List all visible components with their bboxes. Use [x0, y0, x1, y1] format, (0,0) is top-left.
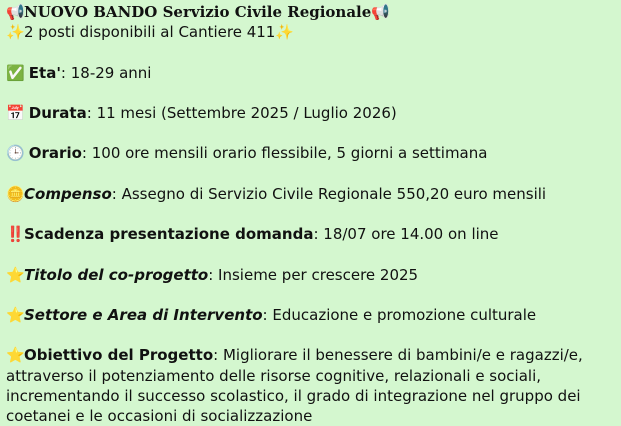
titolo-label: Titolo del co-progetto [24, 265, 209, 284]
durata-line [6, 103, 621, 123]
eta-line [6, 63, 621, 83]
double-exclamation-icon: ‼️ [6, 225, 25, 244]
compenso-value: Assegno di Servizio Civile Regionale 550,20 euro mensili [121, 184, 547, 203]
calendar-icon: 📅 [6, 103, 25, 122]
durata-value: 11 mesi (Settembre 2025 / Luglio 2026) [96, 103, 397, 122]
scadenza-separator: : [313, 225, 324, 244]
sparkles-icon: ✨ [6, 23, 25, 42]
spacer [6, 83, 621, 103]
settore-label: Settore e Area di Intervento [24, 305, 263, 324]
coin-icon: 🪙 [6, 184, 25, 203]
spacer [6, 204, 621, 224]
clock-icon: 🕒 [6, 144, 25, 163]
spacer [6, 285, 621, 305]
star-icon: ⭐ [6, 265, 25, 284]
orario-label: Orario [28, 144, 82, 163]
spacer [6, 244, 621, 264]
megaphone-icon: 📢 [371, 3, 390, 21]
subtitle-line [6, 22, 621, 42]
eta-label: Eta' [28, 63, 61, 82]
compenso-separator: : [111, 184, 122, 203]
star-icon: ⭐ [6, 305, 25, 324]
spacer [6, 123, 621, 143]
eta-separator: : [60, 63, 71, 82]
obiettivo-label: Obiettivo del Progetto [24, 346, 214, 365]
titolo-value: Insieme per crescere 2025 [218, 265, 419, 284]
scadenza-line [6, 224, 621, 244]
compenso-label: Compenso [24, 184, 112, 203]
durata-label: Durata [28, 103, 87, 122]
titolo-separator: : [208, 265, 219, 284]
obiettivo-separator: : [213, 346, 223, 365]
orario-line [6, 143, 621, 163]
spacer [6, 164, 621, 184]
orario-separator: : [81, 144, 92, 163]
title-text: NUOVO BANDO Servizio Civile Regionale [24, 3, 372, 21]
orario-value: 100 ore mensili orario flessibile, 5 giorni a settimana [91, 144, 488, 163]
check-mark-icon: ✅ [6, 63, 25, 82]
compenso-line [6, 184, 621, 204]
settore-value: Educazione e promozione culturale [272, 305, 537, 324]
spacer [6, 42, 621, 62]
spacer [6, 325, 621, 345]
durata-separator: : [86, 103, 97, 122]
title-line [6, 2, 621, 22]
star-icon: ⭐ [6, 346, 25, 365]
scadenza-label: Scadenza presentazione domanda [24, 225, 314, 244]
megaphone-icon: 📢 [6, 3, 25, 21]
titolo-line [6, 265, 621, 285]
subtitle-text: 2 posti disponibili al Cantiere 411 [24, 23, 276, 42]
eta-value: 18-29 anni [70, 63, 152, 82]
obiettivo-value: Migliorare il benessere di bambini/e e ragazzi/e, attraverso il potenziamento delle risorse cognitive, relazionali e sociali, incrementando il successo scolastico, il grado di integrazione nel gruppo dei coetanei e le occasioni di socializzazione [6, 346, 583, 425]
settore-line [6, 305, 621, 325]
sparkles-icon: ✨ [275, 23, 295, 42]
settore-separator: : [262, 305, 273, 324]
obiettivo-paragraph [6, 345, 618, 426]
scadenza-value: 18/07 ore 14.00 on line [323, 225, 499, 244]
